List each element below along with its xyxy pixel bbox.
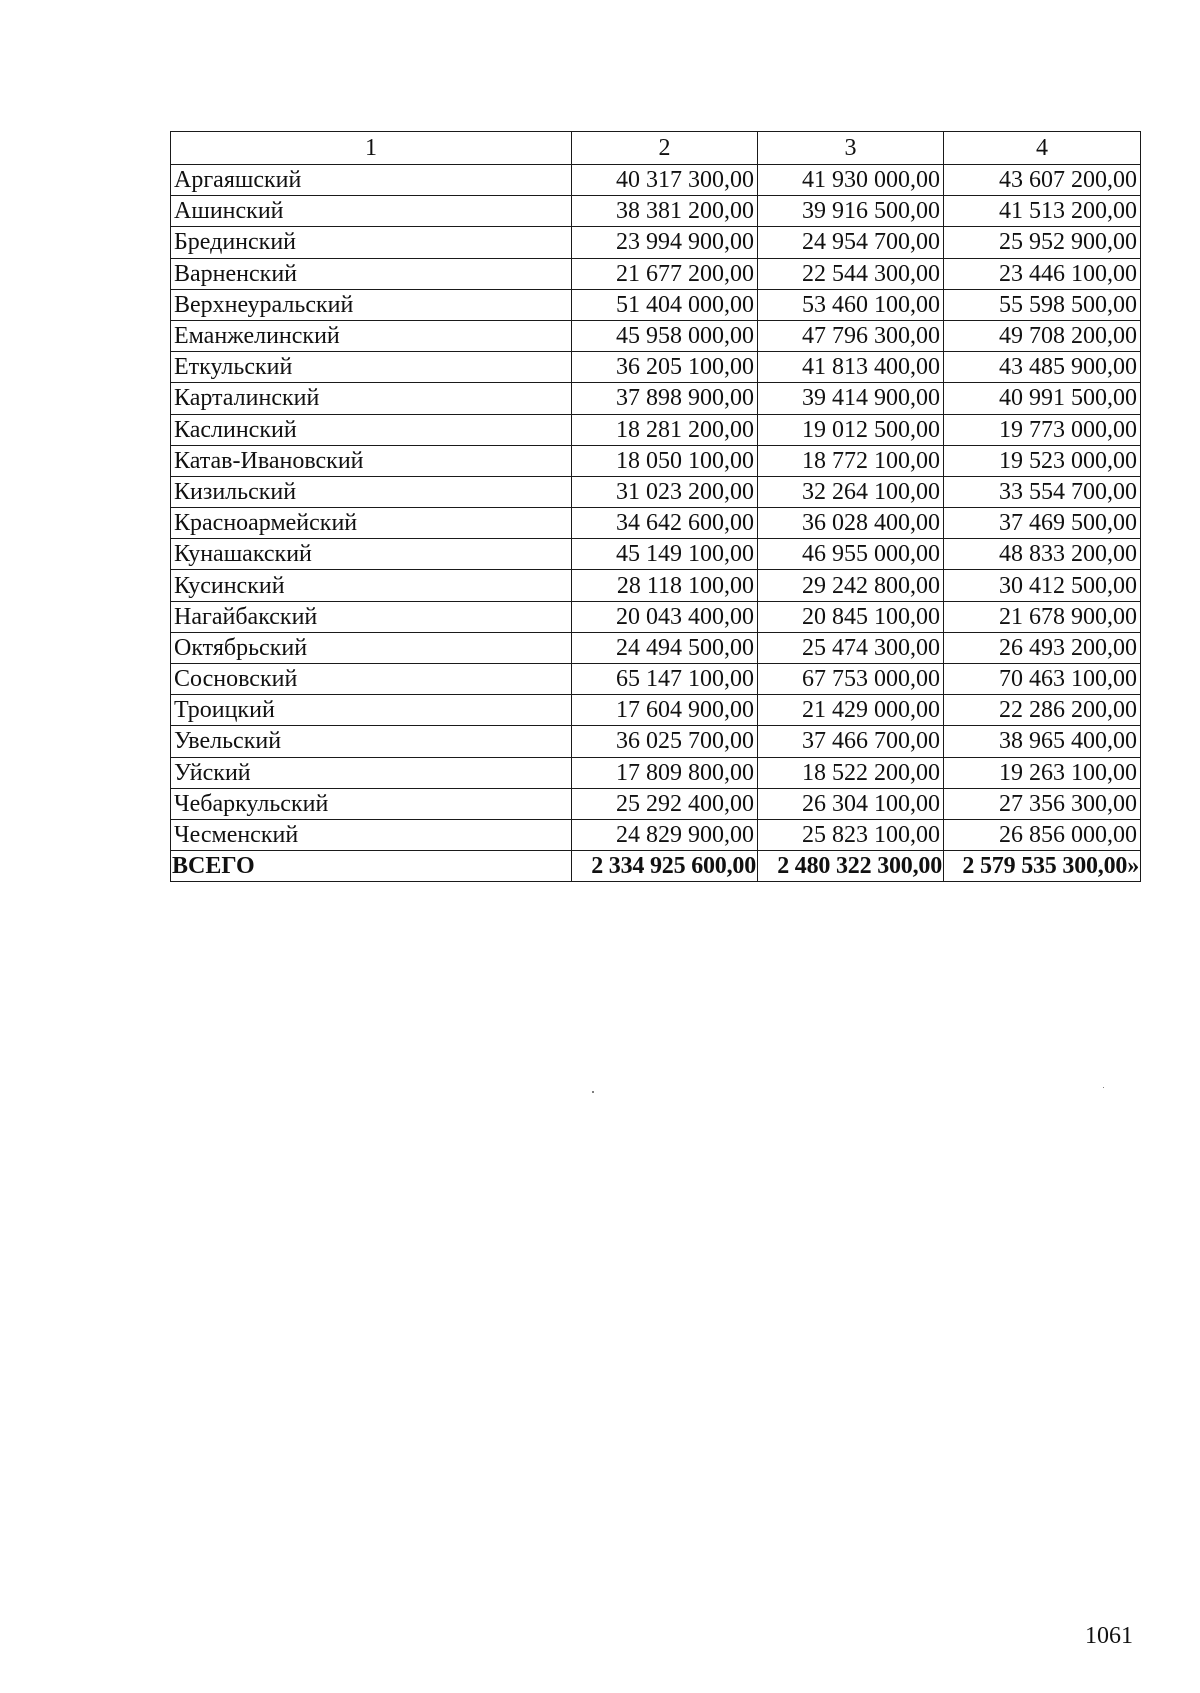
scan-speck [592,1091,594,1093]
value-col-2: 36 205 100,00 [572,352,758,383]
value-col-2: 51 404 000,00 [572,289,758,320]
table-row [171,445,1141,476]
value-col-3: 20 845 100,00 [758,601,944,632]
value-col-2: 17 604 900,00 [572,695,758,726]
district-name: Сосновский [171,664,572,695]
total-col-2: 2 334 925 600,00 [572,851,758,882]
budget-table [170,131,1141,882]
table-row [171,788,1141,819]
table-row [171,819,1141,850]
table-row [171,664,1141,695]
value-col-2: 18 281 200,00 [572,414,758,445]
page-number: 1061 [1085,1623,1133,1649]
district-name: Чесменский [171,819,572,850]
value-col-4: 19 523 000,00 [944,445,1141,476]
value-col-4: 25 952 900,00 [944,227,1141,258]
value-col-2: 45 149 100,00 [572,539,758,570]
table-row [171,352,1141,383]
table-row [171,757,1141,788]
value-col-4: 27 356 300,00 [944,788,1141,819]
value-col-3: 19 012 500,00 [758,414,944,445]
value-col-3: 25 474 300,00 [758,632,944,663]
table-row [171,726,1141,757]
value-col-2: 17 809 800,00 [572,757,758,788]
table-row [171,227,1141,258]
value-col-2: 20 043 400,00 [572,601,758,632]
value-col-2: 23 994 900,00 [572,227,758,258]
value-col-4: 19 263 100,00 [944,757,1141,788]
value-col-4: 22 286 200,00 [944,695,1141,726]
value-col-3: 21 429 000,00 [758,695,944,726]
district-name: Уйский [171,757,572,788]
value-col-2: 24 829 900,00 [572,819,758,850]
district-name: Кунашакский [171,539,572,570]
value-col-4: 26 493 200,00 [944,632,1141,663]
district-name: Верхнеуральский [171,289,572,320]
value-col-4: 48 833 200,00 [944,539,1141,570]
value-col-2: 34 642 600,00 [572,508,758,539]
value-col-3: 53 460 100,00 [758,289,944,320]
value-col-3: 26 304 100,00 [758,788,944,819]
district-name: Еткульский [171,352,572,383]
total-col-4: 2 579 535 300,00» [944,851,1141,882]
value-col-4: 41 513 200,00 [944,196,1141,227]
value-col-3: 37 466 700,00 [758,726,944,757]
value-col-4: 26 856 000,00 [944,819,1141,850]
district-name: Красноармейский [171,508,572,539]
value-col-3: 39 414 900,00 [758,383,944,414]
value-col-2: 40 317 300,00 [572,165,758,196]
value-col-3: 32 264 100,00 [758,476,944,507]
district-name: Кизильский [171,476,572,507]
table-row [171,695,1141,726]
value-col-4: 49 708 200,00 [944,320,1141,351]
value-col-2: 31 023 200,00 [572,476,758,507]
value-col-3: 39 916 500,00 [758,196,944,227]
value-col-2: 18 050 100,00 [572,445,758,476]
column-header-2: 2 [572,132,758,165]
value-col-3: 36 028 400,00 [758,508,944,539]
value-col-4: 70 463 100,00 [944,664,1141,695]
value-col-4: 55 598 500,00 [944,289,1141,320]
district-name: Брединский [171,227,572,258]
total-col-3: 2 480 322 300,00 [758,851,944,882]
table-row [171,601,1141,632]
table-row [171,165,1141,196]
value-col-3: 22 544 300,00 [758,258,944,289]
district-name: Октябрьский [171,632,572,663]
value-col-2: 45 958 000,00 [572,320,758,351]
value-col-2: 38 381 200,00 [572,196,758,227]
value-col-2: 25 292 400,00 [572,788,758,819]
district-name: Катав-Ивановский [171,445,572,476]
table-row [171,383,1141,414]
table-row [171,508,1141,539]
district-name: Варненский [171,258,572,289]
value-col-3: 41 930 000,00 [758,165,944,196]
district-name: Ашинский [171,196,572,227]
district-name: Карталинский [171,383,572,414]
value-col-4: 30 412 500,00 [944,570,1141,601]
scan-speck [1103,1087,1104,1088]
table-row [171,320,1141,351]
value-col-3: 41 813 400,00 [758,352,944,383]
table-row [171,476,1141,507]
table-row [171,570,1141,601]
value-col-2: 24 494 500,00 [572,632,758,663]
value-col-4: 19 773 000,00 [944,414,1141,445]
value-col-3: 25 823 100,00 [758,819,944,850]
value-col-3: 47 796 300,00 [758,320,944,351]
value-col-4: 40 991 500,00 [944,383,1141,414]
value-col-3: 67 753 000,00 [758,664,944,695]
district-name: Аргаяшский [171,165,572,196]
column-header-1: 1 [171,132,572,165]
district-name: Еманжелинский [171,320,572,351]
value-col-4: 38 965 400,00 [944,726,1141,757]
district-name: Троицкий [171,695,572,726]
column-header-4: 4 [944,132,1141,165]
table-row [171,258,1141,289]
total-row [171,851,1141,882]
value-col-3: 18 522 200,00 [758,757,944,788]
value-col-4: 43 607 200,00 [944,165,1141,196]
value-col-4: 33 554 700,00 [944,476,1141,507]
value-col-3: 18 772 100,00 [758,445,944,476]
table-row [171,414,1141,445]
value-col-3: 24 954 700,00 [758,227,944,258]
table-row [171,539,1141,570]
value-col-2: 65 147 100,00 [572,664,758,695]
value-col-2: 21 677 200,00 [572,258,758,289]
table-row [171,289,1141,320]
value-col-3: 29 242 800,00 [758,570,944,601]
table-row [171,632,1141,663]
table-body [171,165,1141,882]
value-col-4: 37 469 500,00 [944,508,1141,539]
value-col-4: 23 446 100,00 [944,258,1141,289]
value-col-2: 36 025 700,00 [572,726,758,757]
district-name: Нагайбакский [171,601,572,632]
total-label: ВСЕГО [171,851,572,882]
district-name: Кусинский [171,570,572,601]
table-row [171,196,1141,227]
value-col-4: 43 485 900,00 [944,352,1141,383]
value-col-4: 21 678 900,00 [944,601,1141,632]
value-col-3: 46 955 000,00 [758,539,944,570]
district-name: Чебаркульский [171,788,572,819]
table-header-row [171,132,1141,165]
value-col-2: 28 118 100,00 [572,570,758,601]
district-name: Увельский [171,726,572,757]
column-header-3: 3 [758,132,944,165]
value-col-2: 37 898 900,00 [572,383,758,414]
district-name: Каслинский [171,414,572,445]
